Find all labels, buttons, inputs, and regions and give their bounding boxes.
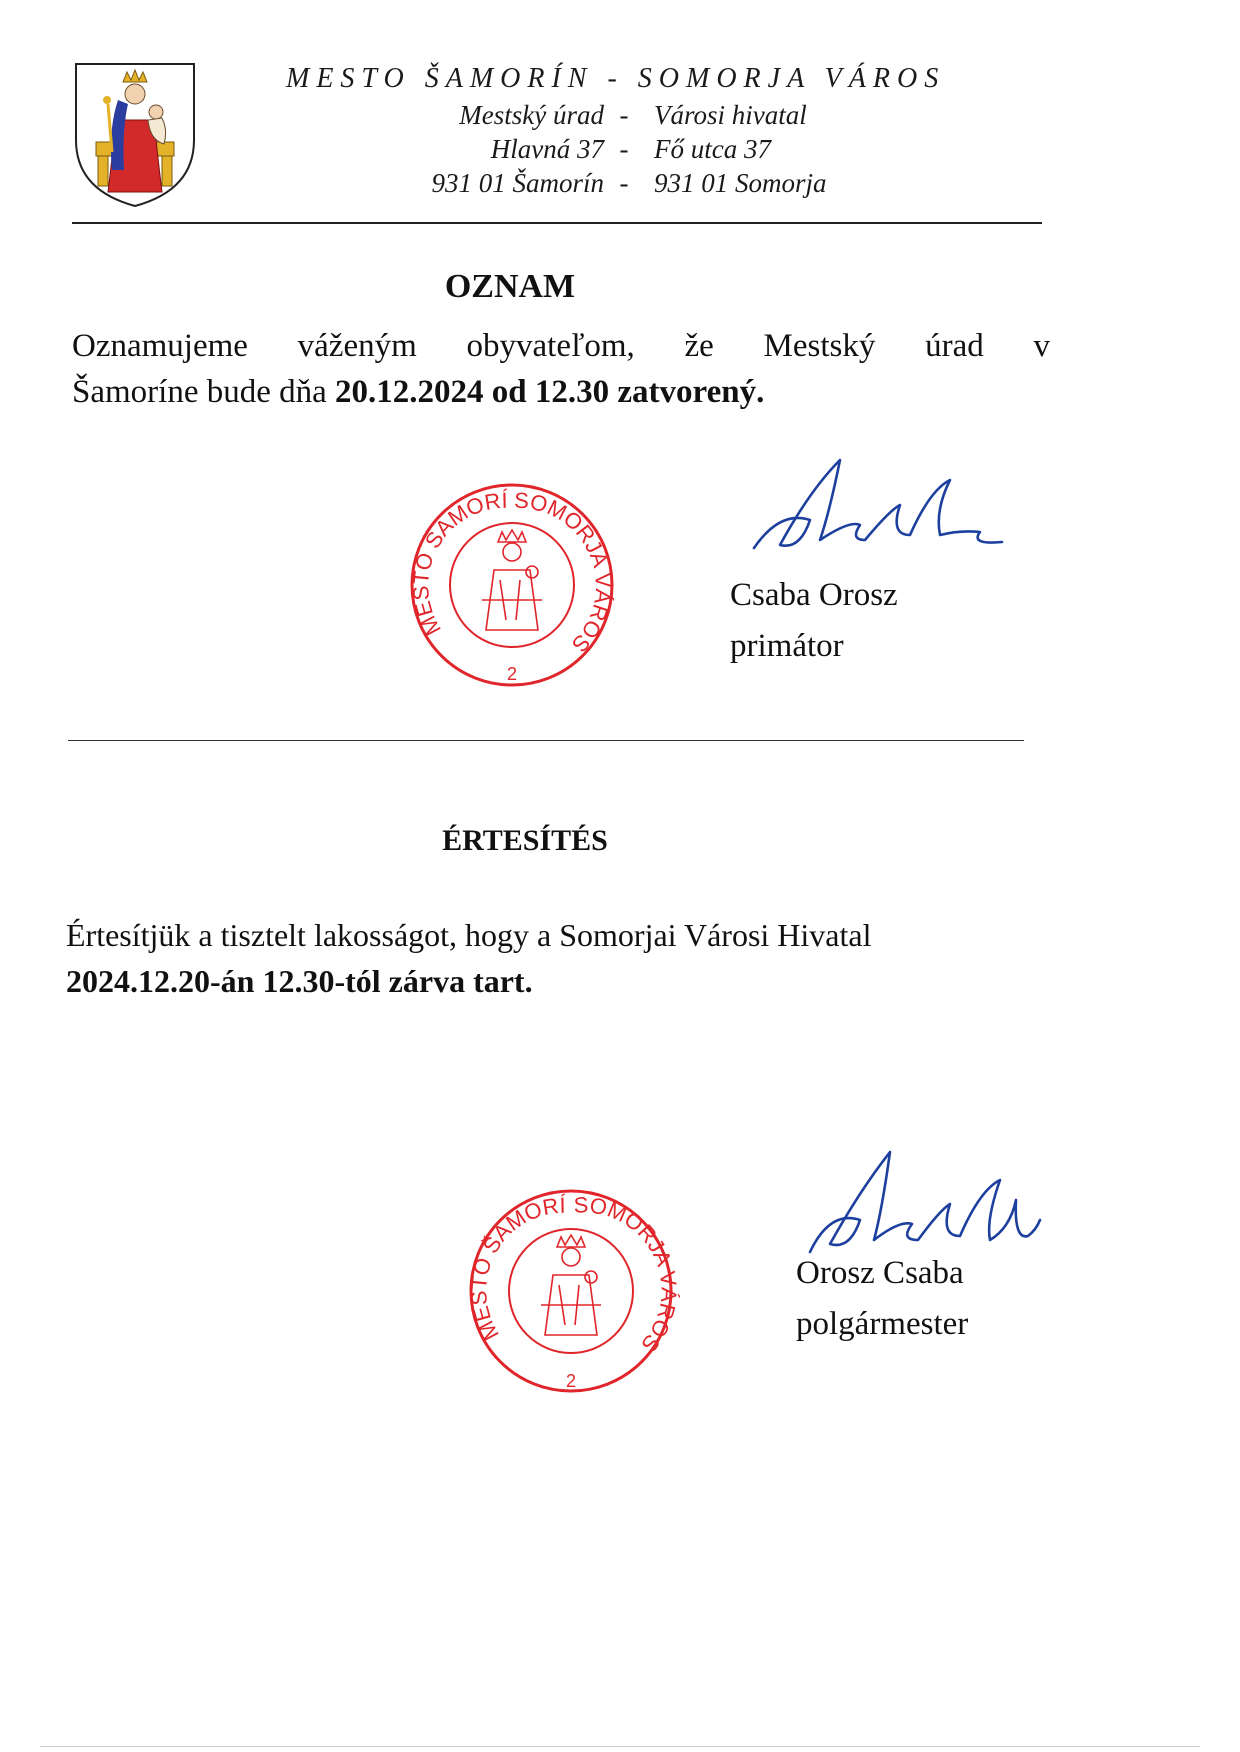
city-title: MESTO ŠAMORÍN - SOMORJA VÁROS xyxy=(286,63,946,94)
stamp-text-right: SOMORJA VÁROS xyxy=(573,1192,680,1357)
signature-primator xyxy=(740,450,1010,570)
signature-polgarmester xyxy=(800,1140,1070,1270)
signer-name-hu: Orosz Csaba xyxy=(796,1255,964,1291)
header-separator: - xyxy=(619,100,629,130)
notice-hu-line1: Értesítjük a tisztelt lakosságot, hogy a Somorjai Városi Hivatal xyxy=(66,917,872,953)
header-separator: - xyxy=(619,168,629,198)
notice-sk-title: OZNAM xyxy=(444,268,576,305)
city-sk: 931 01 Šamorín xyxy=(431,168,604,198)
stamp-text-right: SOMORJA VÁROS xyxy=(513,487,617,658)
header-separator: - xyxy=(619,134,629,164)
stamp-text-left: MESTO ŠAMORÍ xyxy=(407,487,508,640)
street-sk: Hlavná 37 xyxy=(490,134,604,164)
signer-role-sk: primátor xyxy=(730,628,844,664)
office-hu: Városi hivatal xyxy=(654,100,807,130)
notice-sk-line2 xyxy=(72,370,764,414)
street-hu: Fő utca 37 xyxy=(654,134,771,164)
city-crest-logo xyxy=(72,60,198,210)
city-hu: 931 01 Somorja xyxy=(654,168,827,198)
notice-hu-title: ÉRTESÍTÉS xyxy=(442,824,608,857)
official-stamp xyxy=(402,480,622,690)
signer-role-hu: polgármester xyxy=(796,1306,969,1342)
signer-name-sk: Csaba Orosz xyxy=(730,577,898,613)
office-sk: Mestský úrad xyxy=(459,100,604,130)
notice-sk-line2-prefix: Šamoríne bude dňa xyxy=(72,374,336,410)
section-divider xyxy=(68,740,1024,741)
notice-sk-line1: Oznamujeme váženým obyvateľom, že Mestský úrad v xyxy=(72,328,1050,364)
page-edge-line xyxy=(40,1746,1200,1747)
notice-hu-line2: 2024.12.20-án 12.30-tól zárva tart. xyxy=(66,963,533,999)
notice-sk-date: 20.12.2024 od 12.30 zatvorený. xyxy=(335,374,765,410)
stamp-number: 2 xyxy=(565,1371,577,1391)
official-stamp xyxy=(462,1185,680,1397)
header-divider xyxy=(72,222,1042,224)
stamp-number: 2 xyxy=(506,664,518,684)
stamp-text-left: MESTO ŠAMORÍ xyxy=(465,1192,566,1345)
